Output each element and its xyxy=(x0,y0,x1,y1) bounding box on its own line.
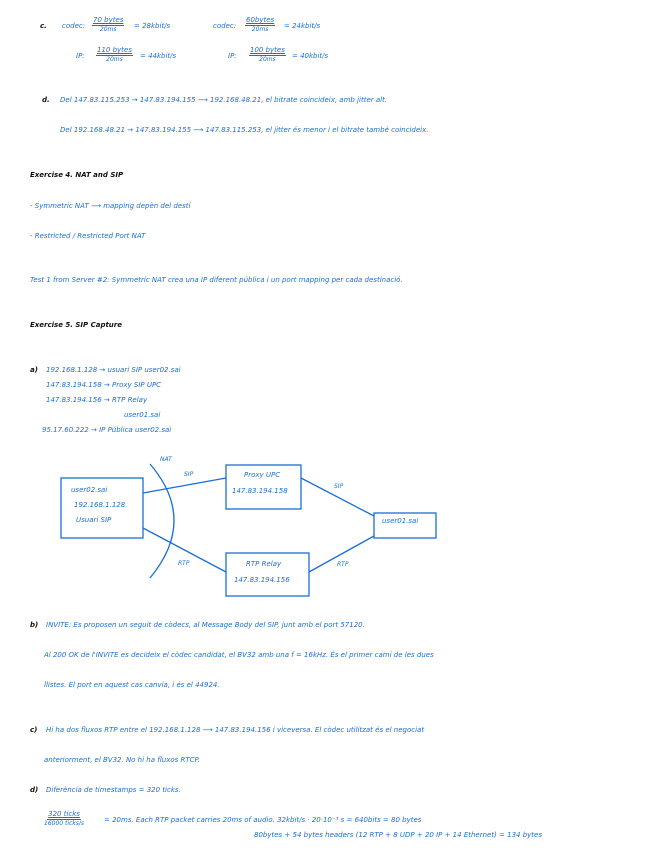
ip-mapping-line-5: 95.17.60.222 → IP Pública user02.sai xyxy=(42,426,172,434)
part-d-line-1: Del 147.83.115.253 → 147.83.194.155 ⟶ 192.168.48.21, el bitrate coincideix, amb jitter alt. xyxy=(60,96,388,104)
part-d-label: d. xyxy=(42,96,50,104)
part-c-label: c. xyxy=(40,22,47,30)
codec2-prefix: codec: xyxy=(213,22,237,30)
ip1-prefix: IP: xyxy=(76,52,85,60)
codec2-denominator: 20ms xyxy=(251,26,269,33)
timestamp-numerator: 320 ticks xyxy=(48,810,80,818)
codec1-result: = 28kbit/s xyxy=(134,22,171,30)
user02-ip: 192.168.1.128 xyxy=(74,501,126,509)
ip2-result: = 40kbit/s xyxy=(292,52,329,60)
ip1-denominator: 20ms xyxy=(106,56,123,63)
sip-link-left xyxy=(143,478,226,493)
codec1-numerator: 70 bytes xyxy=(93,16,124,24)
exercise4-bullet-2: - Restricted / Restricted Port NAT xyxy=(30,232,146,240)
ip2-prefix: IP: xyxy=(228,52,237,60)
user02-role: Usuari SIP xyxy=(76,516,112,524)
sip-label-left: SIP xyxy=(184,471,194,478)
ip-mapping-line-2: 147.83.194.158 → Proxy SIP UPC xyxy=(46,381,162,389)
codec1-prefix: codec: xyxy=(62,22,86,30)
ip2-denominator: 20ms xyxy=(259,56,276,63)
part-c-bottom-line-2: anteriorment, el BV32. No hi ha fluxos RTCP. xyxy=(44,756,201,764)
ip-mapping-line-4: user01.sai xyxy=(124,411,161,419)
ip1-result: = 44kbit/s xyxy=(140,52,177,60)
rtp-label-right: RTP xyxy=(337,561,349,568)
part-d-bottom-label: d) xyxy=(30,786,39,794)
nat-boundary-curve xyxy=(150,464,174,578)
ip-mapping-line-3: 147.83.194.156 → RTP Relay xyxy=(46,396,148,404)
part-b-line-1: INVITE: Es proposen un seguit de còdecs, al Message Body del SIP, junt amb el port 57120. xyxy=(46,621,365,629)
exercise4-test-result: Test 1 from Server #2: Symmetric NAT crea una IP diferent pública i un port mapping per cada destinació. xyxy=(30,276,403,284)
proxy-name: Proxy UPC xyxy=(244,471,281,479)
part-c-bottom-line-1: Hi ha dos fluxos RTP entre el 192.168.1.128 ⟶ 147.83.194.156 i viceversa. El còdec utilitzat és el negociat xyxy=(46,726,425,734)
proxy-ip: 147.83.194.158 xyxy=(232,487,288,495)
rtp-label-left: RTP xyxy=(178,560,190,567)
part-a-label: a) xyxy=(30,366,38,374)
user02-name: user02.sai xyxy=(71,486,108,494)
nat-label: NAT xyxy=(160,456,172,463)
part-c-bottom-label: c) xyxy=(30,726,38,734)
part-b-line-2: Al 200 OK de l'INVITE es decideix el còdec candidat, el BV32 amb una f = 16kHz. És el primer camí de les dues xyxy=(44,651,434,659)
user01-name: user01.sai xyxy=(382,517,419,525)
codec1-denominator: 20ms xyxy=(99,26,117,33)
part-d-line-2: Del 192.168.48.21 → 147.83.194.155 ⟶ 147.83.115.253, el jitter és menor i el bitrate també coincideix. xyxy=(60,126,429,134)
timestamp-denominator: 16000 ticks/s xyxy=(44,820,85,827)
ip1-numerator: 110 bytes xyxy=(97,46,132,54)
timestamp-fraction xyxy=(44,811,84,827)
sip-label-right: SIP xyxy=(334,483,344,490)
exercise5-title: Exercise 5. SIP Capture xyxy=(30,321,122,329)
part-d-bottom-line-3: 80bytes + 54 bytes headers (12 RTP + 8 UDP + 20 IP + 14 Ethernet) = 134 bytes xyxy=(254,831,543,839)
rtp-relay-name: RTP Relay xyxy=(246,560,282,568)
codec2-numerator: 60bytes xyxy=(246,16,275,24)
ip2-numerator: 100 bytes xyxy=(250,46,285,54)
exercise4-bullet-1: - Symmetric NAT ⟶ mapping depèn del destí xyxy=(30,202,191,210)
exercise4-title: Exercise 4. NAT and SIP xyxy=(30,171,124,179)
ip-mapping-line-1: 192.168.1.128 → usuari SIP user02.sai xyxy=(46,366,181,374)
part-b-line-3: llistes. El port en aquest cas canvia, i és el 44924. xyxy=(44,681,220,689)
part-d-bottom-line-1: Diferència de timestamps = 320 ticks. xyxy=(46,786,181,794)
part-d-bottom-line-2: = 20ms. Each RTP packet carries 20ms of audio. 32kbit/s · 20·10⁻³ s = 640bits = 80 bytes xyxy=(104,816,422,824)
part-b-label: b) xyxy=(30,621,39,629)
codec2-result: = 24kbit/s xyxy=(284,22,321,30)
rtp-relay-ip: 147.83.194.156 xyxy=(234,576,290,584)
